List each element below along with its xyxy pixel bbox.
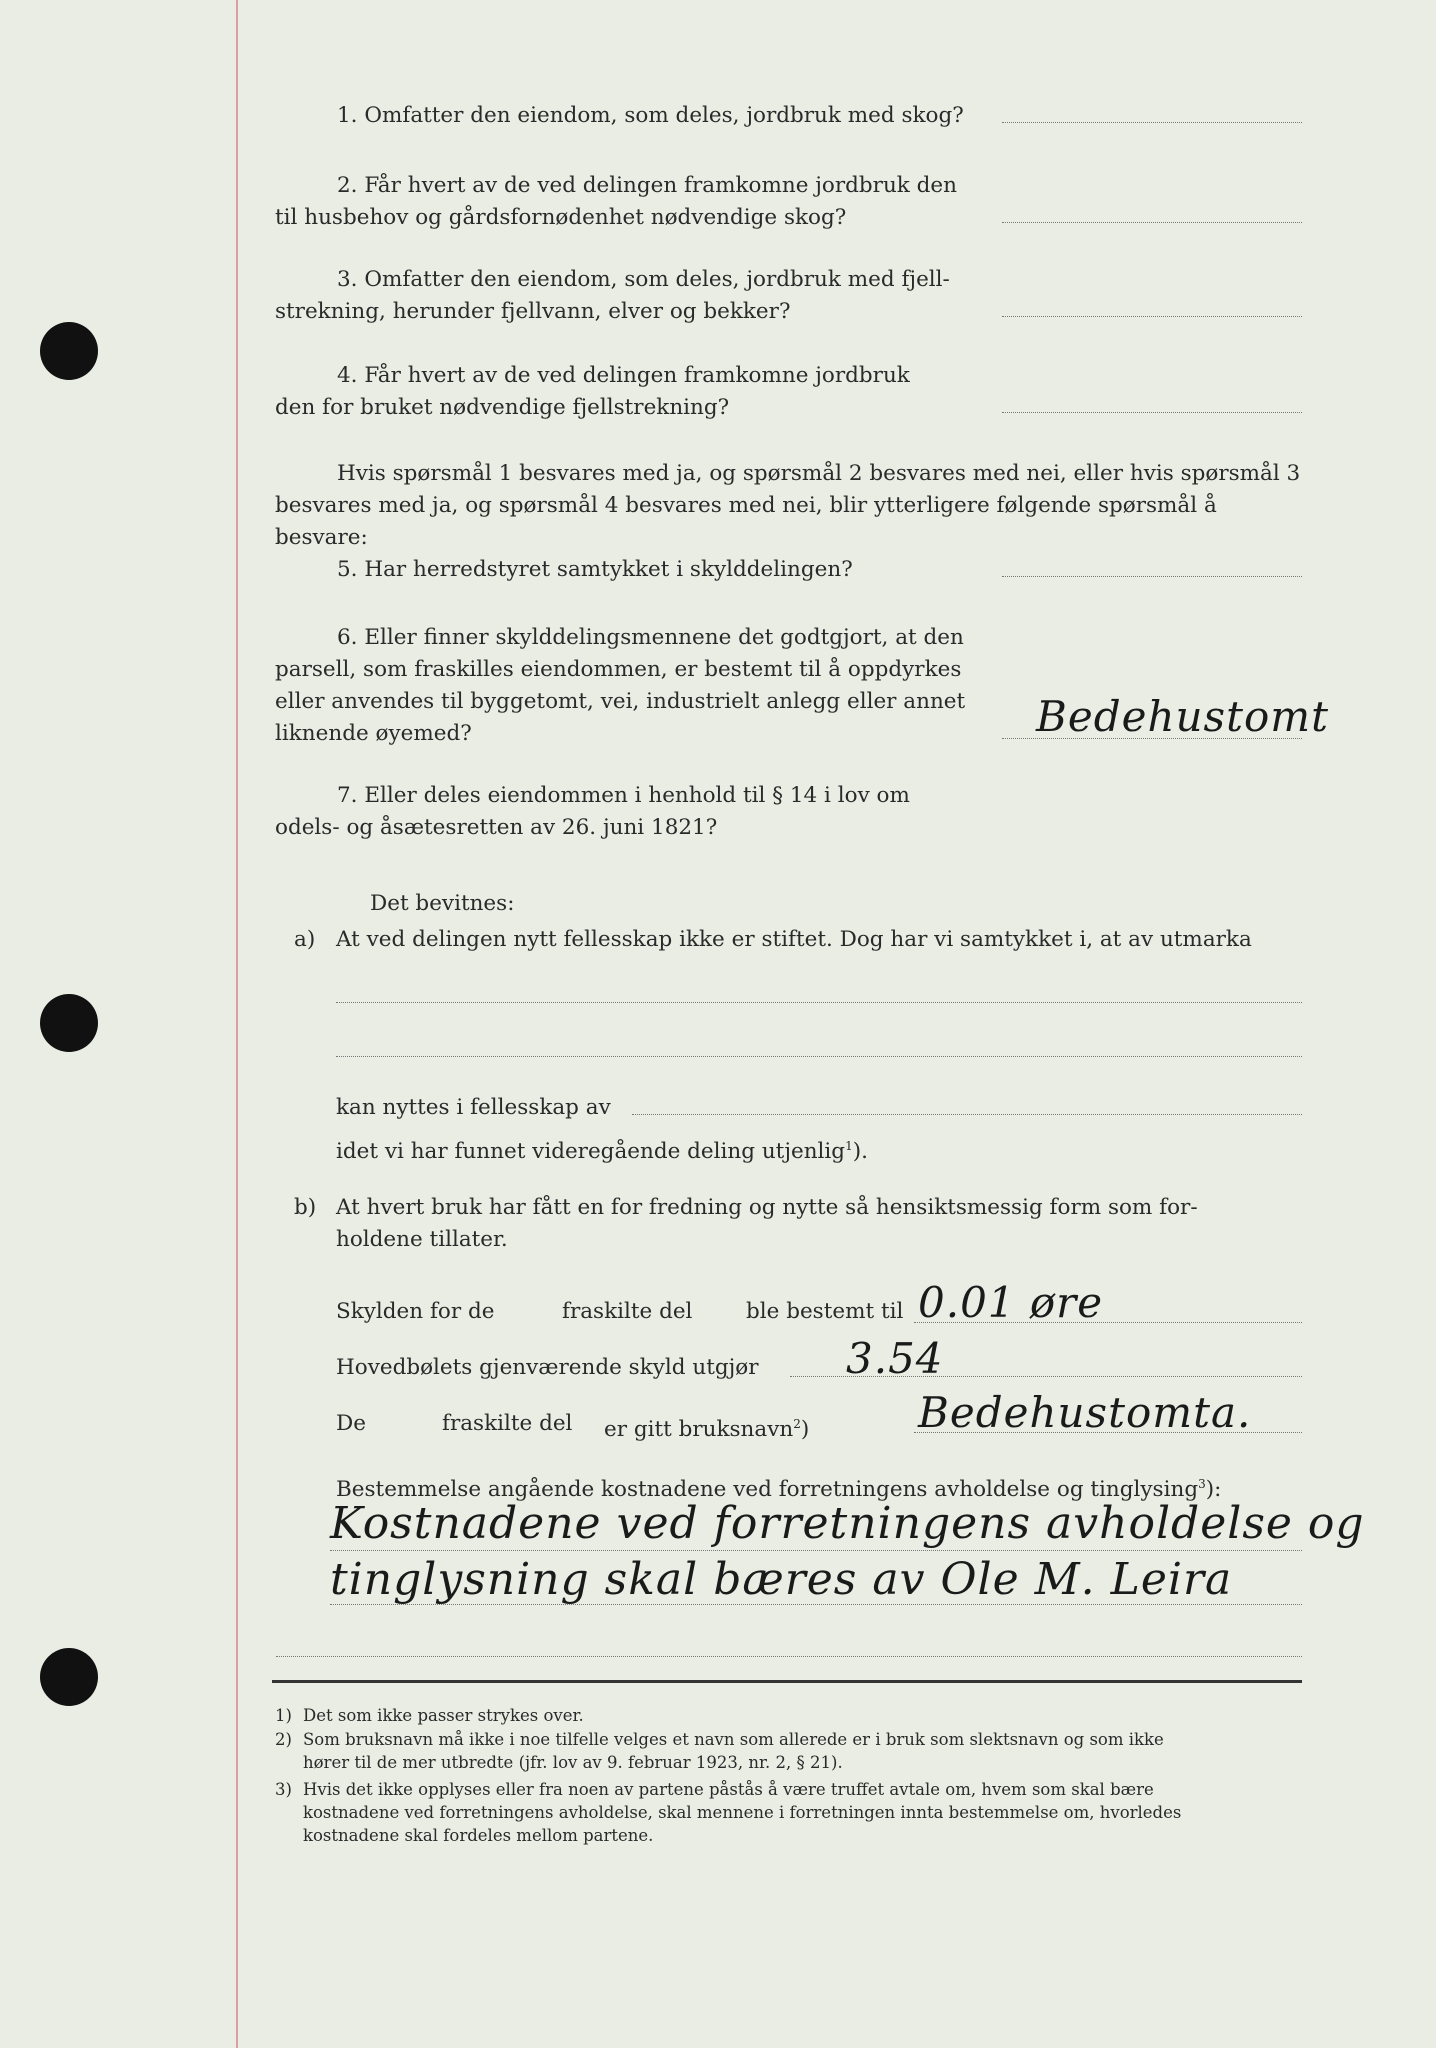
attest-a-line4	[336, 1130, 868, 1168]
skyld-value: 0.01 øre	[918, 1278, 1104, 1327]
question-text: 5. Har herredstyret samtykket i skylddelingen?	[337, 557, 853, 582]
footnote-mark: 3)	[275, 1780, 292, 1799]
best-value-1: Kostnadene ved forretningens avholdelse og	[330, 1498, 1365, 1549]
margin-line	[236, 0, 238, 2048]
condition-text: besvares med ja, og spørsmål 4 besvares med nei, blir ytterligere følgende spørsmål å besvare:	[275, 493, 1217, 550]
answer-line-1	[1002, 122, 1302, 123]
best-line	[330, 1550, 1302, 1551]
navn-value: Bedehustomta.	[918, 1388, 1252, 1437]
question-2	[275, 170, 995, 234]
footnote-rule	[272, 1680, 1302, 1683]
skyld-label-2: fraskilte del	[562, 1299, 693, 1324]
attest-b-label: b)	[294, 1195, 317, 1220]
question-text: 6. Eller finner skylddelingsmennene det godtgjort, at den	[337, 625, 964, 650]
hoved-value: 3.54	[846, 1334, 944, 1383]
footnote-mark: 1)	[275, 1706, 292, 1725]
attest-intro: Det bevitnes:	[370, 891, 515, 916]
answer-line-5	[1002, 576, 1302, 577]
navn-label-text: er gitt bruksnavn	[604, 1417, 794, 1443]
attest-b-line: At hvert bruk har fått en for fredning og nytte så hensiktsmessig form som for-	[336, 1195, 1198, 1220]
punch-hole	[40, 994, 98, 1052]
question-5	[275, 554, 995, 586]
answer-line-4	[1002, 412, 1302, 413]
answer-line-3	[1002, 316, 1302, 317]
condition-paragraph	[275, 458, 1305, 554]
best-line	[276, 1656, 1302, 1657]
question-text: liknende øyemed?	[275, 721, 472, 746]
answer-line-2	[1002, 222, 1302, 223]
footnote-text: hører til de mer utbredte (jfr. lov av 9. februar 1923, nr. 2, § 21).	[303, 1753, 843, 1772]
attest-blank-line	[336, 1002, 1302, 1003]
hoved-line	[790, 1376, 1302, 1377]
navn-label-2: fraskilte del	[442, 1411, 573, 1436]
question-text: strekning, herunder fjellvann, elver og bekker?	[275, 299, 791, 324]
navn-label-1: De	[336, 1411, 366, 1436]
attest-b-text	[336, 1192, 1306, 1256]
footnote-text: kostnadene skal fordeles mellom partene.	[303, 1826, 654, 1845]
best-line	[330, 1604, 1302, 1605]
best-value-2: tinglysning skal bæres av Ole M. Leira	[330, 1554, 1233, 1605]
skyld-label-3: ble bestemt til	[746, 1299, 904, 1324]
question-text: odels- og åsætesretten av 26. juni 1821?	[275, 815, 718, 840]
question-text: 7. Eller deles eiendommen i henhold til § 14 i lov om	[337, 783, 910, 808]
question-text: 4. Får hvert av de ved delingen framkomne jordbruk	[337, 363, 910, 388]
navn-label-3	[604, 1408, 809, 1446]
attest-a-line4-end: ).	[852, 1139, 868, 1165]
footnote-1	[275, 1704, 1305, 1727]
condition-text: Hvis spørsmål 1 besvares med ja, og spørsmål 2 besvares med nei, eller hvis spørsmål 3	[337, 461, 1301, 486]
punch-hole	[40, 1648, 98, 1706]
hoved-label: Hovedbølets gjenværende skyld utgjør	[336, 1355, 759, 1380]
attest-a-label: a)	[294, 927, 316, 952]
answer-line-6	[1002, 738, 1302, 739]
handwritten-answer-6: Bedehustomt	[1036, 692, 1329, 741]
attest-a-line4-text: idet vi har funnet videregående deling utjenlig	[336, 1139, 846, 1165]
question-text: 1. Omfatter den eiendom, som deles, jordbruk med skog?	[337, 103, 964, 128]
skyld-line	[914, 1322, 1302, 1323]
question-7	[275, 780, 995, 844]
footnote-text: Hvis det ikke opplyses eller fra noen av partene påstås å være truffet avtale om, hvem som skal bære	[303, 1780, 1154, 1799]
best-label-end: ):	[1205, 1477, 1222, 1503]
question-text: eller anvendes til byggetomt, vei, industrielt anlegg eller annet	[275, 689, 966, 714]
question-1	[275, 100, 995, 132]
attest-a-line3: kan nyttes i fellesskap av	[336, 1095, 611, 1120]
footnote-text: Som bruksnavn må ikke i noe tilfelle velges et navn som allerede er i bruk som slektsnavn og som ikke	[303, 1730, 1164, 1749]
footnote-3	[275, 1778, 1305, 1847]
punch-hole	[40, 322, 98, 380]
footnote-ref: 1	[845, 1139, 853, 1153]
footnote-text: Det som ikke passer strykes over.	[303, 1706, 584, 1725]
question-text: 3. Omfatter den eiendom, som deles, jordbruk med fjell-	[337, 267, 950, 292]
question-text: 2. Får hvert av de ved delingen framkomne jordbruk den	[337, 173, 957, 198]
navn-label-end: )	[800, 1417, 810, 1443]
question-text: til husbehov og gårdsfornødenhet nødvendige skog?	[275, 205, 847, 230]
footnote-ref: 2	[793, 1417, 801, 1431]
attest-blank-line	[336, 1056, 1302, 1057]
footnote-text: kostnadene ved forretningens avholdelse, skal mennene i forretningen innta bestemmelse om, hvorledes	[303, 1803, 1182, 1822]
question-text: den for bruket nødvendige fjellstrekning?	[275, 395, 730, 420]
skyld-label-1: Skylden for de	[336, 1299, 495, 1324]
attest-a-text: At ved delingen nytt fellesskap ikke er stiftet. Dog har vi samtykket i, at av utmarka	[336, 927, 1252, 952]
question-text: parsell, som fraskilles eiendommen, er bestemt til å oppdyrkes	[275, 657, 962, 682]
navn-line	[914, 1432, 1302, 1433]
footnote-2	[275, 1728, 1305, 1774]
footnote-mark: 2)	[275, 1730, 292, 1749]
attest-b-line: holdene tillater.	[336, 1227, 508, 1252]
footnote-ref: 3	[1198, 1477, 1206, 1491]
attest-blank-line	[632, 1114, 1302, 1115]
best-label-text: Bestemmelse angående kostnadene ved forretningens avholdelse og tinglysing	[336, 1477, 1199, 1503]
question-6	[275, 622, 995, 750]
question-4	[275, 360, 995, 424]
question-3	[275, 264, 995, 328]
